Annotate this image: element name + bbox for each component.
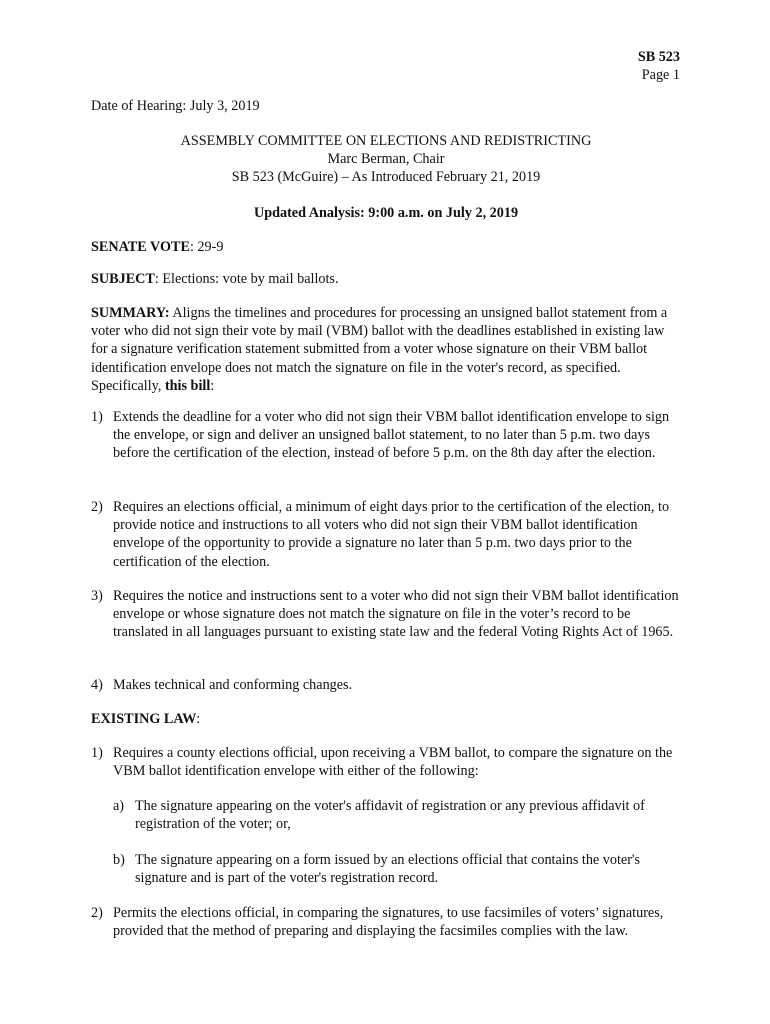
hearing-date: Date of Hearing: July 3, 2019 [91, 98, 260, 114]
law-item [91, 744, 681, 780]
page-header [638, 48, 680, 84]
law-subitem-text: The signature appearing on a form issued by an elections official that contains the voter's signature and is part of the voter's registration record. [135, 852, 641, 887]
committee-name: ASSEMBLY COMMITTEE ON ELECTIONS AND REDISTRICTING [180, 133, 592, 149]
law-item-number: 1) [91, 745, 103, 761]
bill-item-text: Makes technical and conforming changes. [113, 677, 353, 693]
existing-law-label: EXISTING LAW [91, 711, 197, 727]
bill-item [91, 587, 681, 642]
committee-chair: Marc Berman, Chair [327, 151, 445, 168]
subject-value: : Elections: vote by mail ballots. [154, 271, 339, 287]
existing-law-heading [91, 710, 681, 728]
bill-item-text: Requires the notice and instructions sent to a voter who did not sign their VBM ballot identification envelope or whose signature does not match the signature on file in the voter’s record to be translated in all languages pursuant to existing state law and the federal Voting Rights Act of 1965. [113, 588, 679, 641]
bill-item-number: 4) [91, 677, 103, 693]
bill-item-number: 3) [91, 588, 103, 604]
bill-item-number: 1) [91, 409, 103, 425]
senate-vote [91, 238, 681, 256]
existing-law-end: : [196, 711, 201, 727]
senate-vote-label: SENATE VOTE [91, 239, 190, 255]
bill-item-number: 2) [91, 499, 103, 515]
summary-label: SUMMARY: [91, 305, 170, 321]
page-number: Page 1 [641, 67, 680, 84]
subject-label: SUBJECT [91, 271, 155, 287]
law-item-text: Permits the elections official, in comparing the signatures, to use facsimiles of voters’ signatures, provided that the method of preparing and displaying the facsimiles complies with the law. [113, 905, 664, 940]
law-subitem [113, 797, 681, 833]
law-subitem-letter: b) [113, 852, 125, 868]
summary-paragraph [91, 304, 681, 395]
bill-line: SB 523 (McGuire) – As Introduced February 21, 2019 [231, 169, 541, 186]
committee-heading [91, 132, 681, 187]
bill-item-text: Extends the deadline for a voter who did not sign their VBM ballot identification envelope to sign the envelope, or sign and deliver an unsigned ballot statement, to no later than 5 p.m. two days before the certification of the election, instead of before 5 p.m. on the 8th day after the election. [113, 409, 670, 462]
law-item-number: 2) [91, 905, 103, 921]
summary-text: Aligns the timelines and procedures for processing an unsigned ballot statement from a voter who did not sign their vote by mail (VBM) ballot with the deadlines established in existing law for a signature verification statement submitted from a voter whose signature on their VBM ballot identification envelope does not match the signature on file in the voter's record, as specified. Specifically, [91, 305, 668, 394]
summary-end: : [210, 377, 215, 394]
law-subitem [113, 851, 681, 887]
law-item [91, 904, 681, 940]
senate-vote-value: : 29-9 [189, 239, 224, 255]
bill-item-text: Requires an elections official, a minimum of eight days prior to the certification of the election, to provide notice and instructions to all voters who did not sign their VBM ballot identification envelope of the opportunity to provide a signature no later than 5 p.m. two days prior to the certification of the election. [113, 499, 670, 570]
bill-number: SB 523 [637, 49, 680, 65]
law-subitem-letter: a) [113, 798, 125, 814]
summary-bold-tail: this bill [164, 377, 211, 394]
updated-analysis: Updated Analysis: 9:00 a.m. on July 2, 2019 [253, 205, 519, 221]
subject [91, 270, 681, 288]
bill-item [91, 498, 681, 571]
law-subitem-text: The signature appearing on the voter's affidavit of registration or any previous affidavit of registration of the voter; or, [135, 798, 645, 833]
bill-item [91, 408, 681, 463]
bill-item [91, 676, 681, 694]
law-item-text: Requires a county elections official, upon receiving a VBM ballot, to compare the signature on the VBM ballot identification envelope with either of the following: [113, 745, 673, 780]
